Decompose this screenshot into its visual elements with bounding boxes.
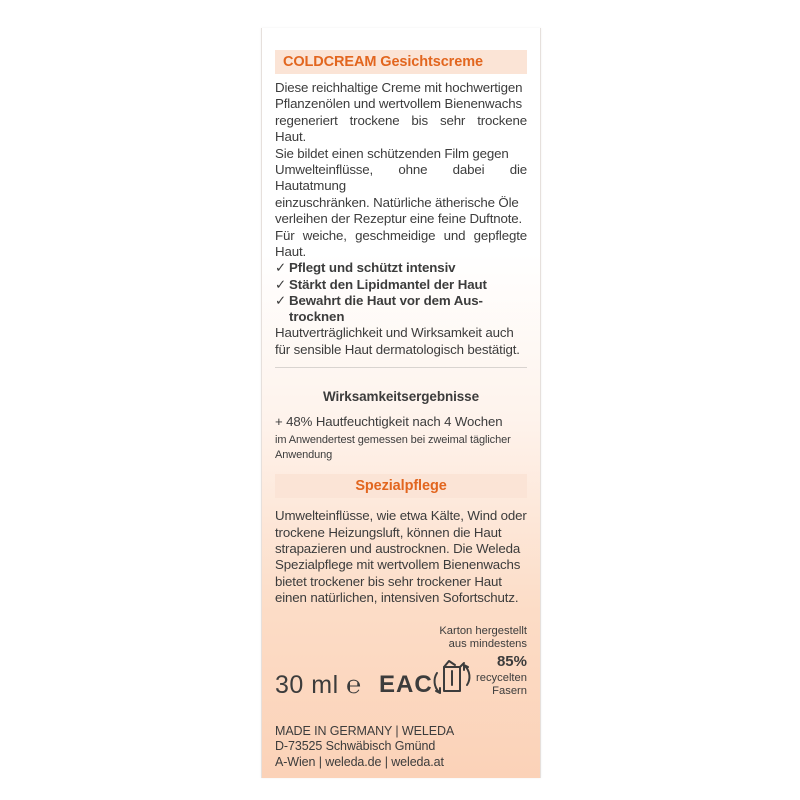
- results-note-line: im Anwendertest gemessen bei zweimal täglicher: [275, 434, 511, 447]
- special-care-line: einen natürlichen, intensiven Sofortschutz.: [275, 590, 519, 606]
- carton-line: recycelten: [476, 671, 527, 684]
- description-line: Umwelteinflüsse, ohne dabei die Hautatmung: [275, 162, 527, 194]
- special-care-line: Umwelteinflüsse, wie etwa Kälte, Wind oder: [275, 508, 527, 524]
- section-divider: [275, 367, 527, 368]
- check-icon: ✓: [275, 292, 287, 308]
- benefit-text: Bewahrt die Haut vor dem Aus-: [289, 292, 483, 308]
- check-icon: ✓: [275, 260, 287, 276]
- special-care-line: bietet trockener bis sehr trockener Haut: [275, 573, 502, 589]
- benefit-text-block: [289, 293, 483, 325]
- estimated-sign-icon: ℮: [346, 670, 362, 699]
- description-line: regeneriert trockene bis sehr trockene Haut.: [275, 112, 527, 145]
- carton-line: Karton hergestellt: [439, 624, 527, 637]
- description-line: verleihen der Rezeptur eine feine Duftnote.: [275, 211, 523, 227]
- tolerance-line: für sensible Haut dermatologisch bestätigt.: [275, 341, 520, 357]
- special-care-text: [275, 508, 527, 606]
- benefit-item: [275, 293, 527, 325]
- manufacturer-line: MADE IN GERMANY | WELEDA: [275, 723, 455, 738]
- description-line: einzuschränken. Natürliche ätherische Öle: [275, 194, 519, 210]
- manufacturer-line: D-73525 Schwäbisch Gmünd: [275, 739, 436, 754]
- volume-label: [275, 671, 362, 700]
- description-line: Sie bildet einen schützenden Film gegen: [275, 145, 509, 161]
- carton-recycling-note: [415, 625, 527, 699]
- results-note-line: Anwendung: [275, 448, 333, 461]
- benefit-list: [275, 260, 527, 325]
- manufacturer-line: A-Wien | weleda.de | weleda.at: [275, 754, 444, 769]
- benefit-text: trocknen: [289, 309, 345, 325]
- special-care-line: Spezialpflege mit wertvollem Bienenwachs: [275, 557, 521, 573]
- description-line: Pflanzenölen und wertvollem Bienenwachs: [275, 96, 522, 112]
- check-icon: ✓: [275, 276, 287, 292]
- benefit-item: [275, 277, 527, 293]
- manufacturer-info: [275, 724, 527, 771]
- results-note: [275, 433, 527, 462]
- carton-percent: 85%: [496, 652, 527, 670]
- product-title: COLDCREAM Gesichtscreme: [275, 50, 527, 74]
- benefit-item: [275, 260, 527, 276]
- description-line: Diese reichhaltige Creme mit hochwertigen: [275, 80, 523, 95]
- carton-line: aus mindestens: [448, 638, 527, 651]
- benefit-text: Stärkt den Lipidmantel der Haut: [289, 276, 487, 292]
- special-care-line: strapazieren und austrocknen. Die Weleda: [275, 540, 521, 556]
- carton-line: Fasern: [492, 685, 527, 698]
- product-label-panel: [261, 28, 541, 778]
- label-content: [275, 50, 527, 770]
- special-care-title: Spezialpflege: [275, 474, 527, 498]
- volume-value: 30 ml: [275, 670, 339, 699]
- tolerance-note: [275, 325, 527, 358]
- packaging-info: [275, 625, 527, 715]
- benefit-text: Pflegt und schützt intensiv: [289, 260, 456, 276]
- eac-mark: EAC: [379, 670, 433, 698]
- results-main: + 48% Hautfeuchtigkeit nach 4 Wochen: [275, 414, 503, 430]
- special-care-line: trockene Heizungsluft, können die Haut: [275, 524, 502, 540]
- tolerance-line: Hautverträglichkeit und Wirksamkeit auch: [275, 325, 514, 341]
- description-line: Für weiche, geschmeidige und gepflegte Haut.: [275, 227, 527, 260]
- results-title: Wirksamkeitsergebnisse: [322, 389, 479, 405]
- description: [275, 80, 527, 260]
